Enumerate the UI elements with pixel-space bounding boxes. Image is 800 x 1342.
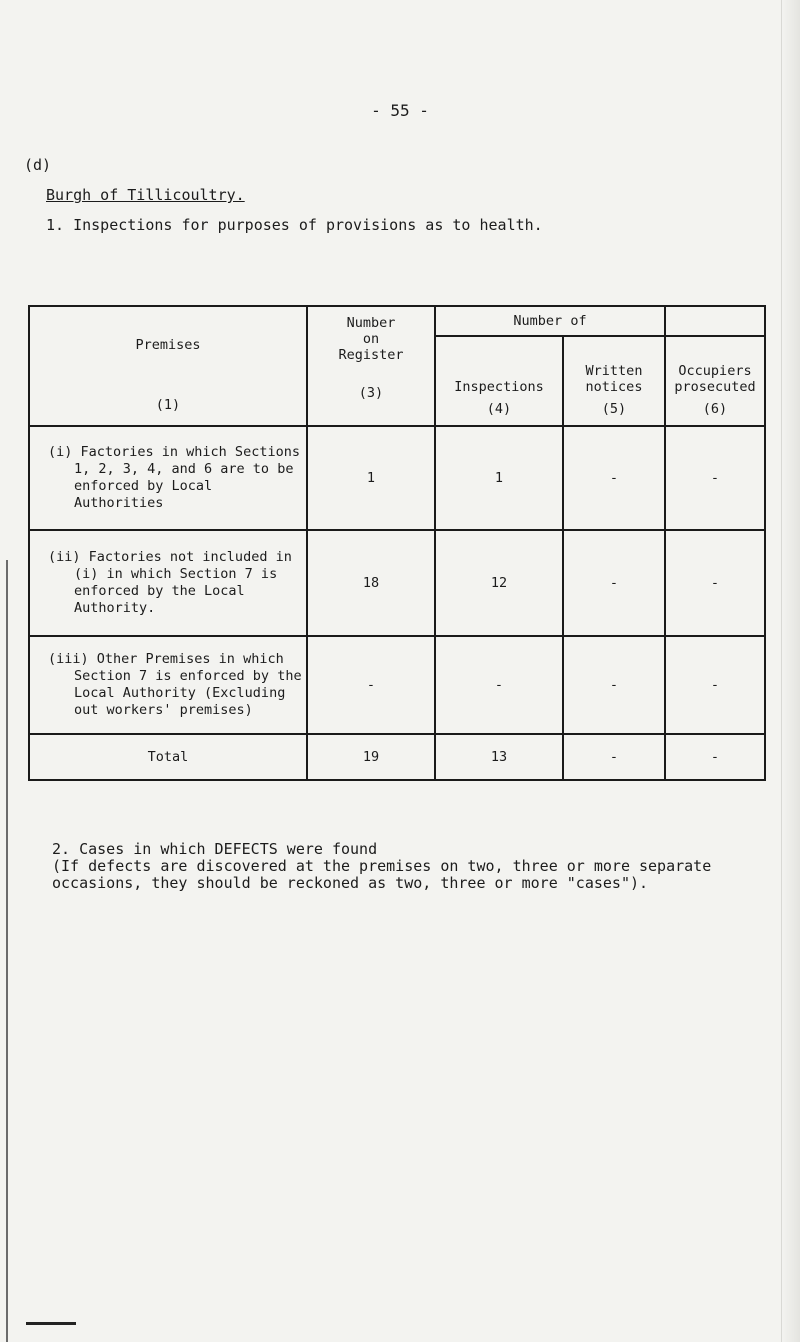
header-inspections: Inspections (4) <box>435 336 563 426</box>
total-occupiers: - <box>665 734 765 780</box>
inspections-table <box>28 305 766 781</box>
table-row <box>29 636 765 734</box>
defects-paragraph <box>52 841 732 892</box>
total-inspections: 13 <box>435 734 563 780</box>
row-written: - <box>563 426 665 530</box>
total-label: Total <box>29 734 307 780</box>
row-inspections: 12 <box>435 530 563 636</box>
header-row-1 <box>29 306 765 336</box>
header-written-notices: Written notices (5) <box>563 336 665 426</box>
row-occupiers: - <box>665 426 765 530</box>
row-inspections: 1 <box>435 426 563 530</box>
total-register: 19 <box>307 734 435 780</box>
header-occupiers-prosecuted: Occupiers prosecuted (6) <box>665 336 765 426</box>
row-occupiers: - <box>665 530 765 636</box>
table-row <box>29 426 765 530</box>
row-premises: (ii) Factories not included in (i) in which Section 7 is enforced by the Local Authority. <box>29 530 307 636</box>
row-register: - <box>307 636 435 734</box>
total-written: - <box>563 734 665 780</box>
header-number-of: Number of <box>435 306 665 336</box>
page-edge <box>781 0 800 1342</box>
row-inspections: - <box>435 636 563 734</box>
row-written: - <box>563 636 665 734</box>
binding-line <box>0 560 8 1342</box>
row-occupiers: - <box>665 636 765 734</box>
subtitle: Burgh of Tillicoultry. <box>46 186 245 204</box>
corner-mark <box>26 1322 76 1339</box>
header-premises: Premises (1) <box>29 306 307 426</box>
defects-heading: 2. Cases in which DEFECTS were found <box>52 840 378 858</box>
header-register: Number on Register (3) <box>307 306 435 426</box>
row-written: - <box>563 530 665 636</box>
row-premises: (i) Factories in which Sections 1, 2, 3, 4, and 6 are to be enforced by Local Authorities <box>29 426 307 530</box>
table-row <box>29 530 765 636</box>
section-letter: (d) <box>24 156 52 174</box>
header-blank <box>665 306 765 336</box>
page-number: - 55 - <box>371 101 429 120</box>
total-row <box>29 734 765 780</box>
row-register: 18 <box>307 530 435 636</box>
row-register: 1 <box>307 426 435 530</box>
row-premises: (iii) Other Premises in which Section 7 is enforced by the Local Authority (Excluding out workers' premises) <box>29 636 307 734</box>
section-heading: 1. Inspections for purposes of provisions as to health. <box>46 216 543 234</box>
defects-note: (If defects are discovered at the premises on two, three or more separate occasions, they should be reckoned as two, three or more "cases"). <box>52 857 712 892</box>
